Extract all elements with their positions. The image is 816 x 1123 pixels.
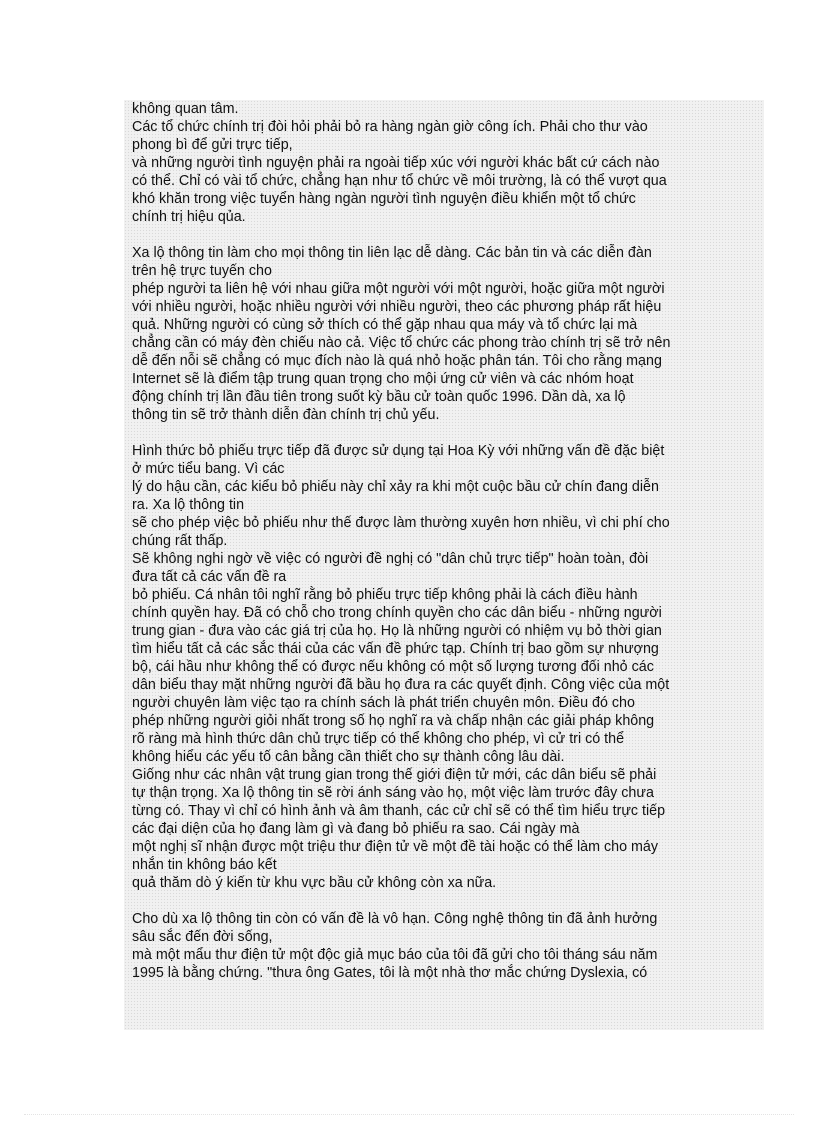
text-line: quả. Những người có cùng sở thích có thể gặp nhau qua máy và tổ chức lại mà (132, 317, 638, 333)
text-line: đưa tất cả các vấn đề ra (132, 569, 287, 585)
text-line: khó khăn trong việc tuyển hàng ngàn người tình nguyện điều khiển một tổ chức (132, 191, 636, 207)
text-line: phép người ta liên hệ với nhau giữa một người với một người, hoặc giữa một người (132, 281, 665, 297)
text-line: dân biểu thay mặt những người đã bầu họ đưa ra các quyết định. Công việc của một (132, 677, 670, 693)
text-line: và những người tình nguyện phải ra ngoài tiếp xúc với người khác bất cứ cách nào (132, 155, 660, 171)
text-line: không quan tâm. (132, 101, 239, 117)
text-line: phép những người giỏi nhất trong số họ nghĩ ra và chấp nhận các giải pháp không (132, 713, 655, 729)
document-body (124, 100, 764, 1030)
text-line: bỏ phiếu. Cá nhân tôi nghĩ rằng bỏ phiếu trực tiếp không phải là cách điều hành (132, 587, 638, 603)
text-line: tự thận trọng. Xa lộ thông tin sẽ rời ánh sáng vào họ, một việc làm trước đây chưa (132, 785, 654, 801)
text-line: nhắn tin không báo kết (132, 857, 277, 873)
text-line: Hình thức bỏ phiếu trực tiếp đã được sử dụng tại Hoa Kỳ với những vấn đề đặc biệt (132, 443, 665, 459)
text-line: thông tin sẽ trở thành diễn đàn chính trị chủ yếu. (132, 407, 440, 423)
text-line (132, 892, 764, 910)
paragraph-break (132, 226, 764, 244)
text-line: Sẽ không nghi ngờ về việc có người đề nghị có "dân chủ trực tiếp" hoàn toàn, đòi (132, 551, 649, 567)
text-line: chẳng cần có máy đèn chiếu nào cả. Việc tổ chức các phong trào chính trị sẽ trở nên (132, 335, 671, 351)
text-line: Các tổ chức chính trị đòi hỏi phải bỏ ra hàng ngàn giờ công ích. Phải cho thư vào (132, 119, 648, 135)
text-line: bộ, cái hầu như không thể có được nếu không có một số lượng tương đối nhỏ các (132, 659, 654, 675)
text-line: chúng rất thấp. (132, 533, 228, 549)
text-line: sẽ cho phép việc bỏ phiếu như thế được làm thường xuyên hơn nhiều, vì chi phí cho (132, 515, 670, 531)
text-line (132, 982, 764, 1000)
text-line: dễ đến nỗi sẽ chẳng có mục đích nào là quá nhỏ hoặc phân tán. Tôi cho rằng mạng (132, 353, 662, 369)
page-bottom-rule (24, 1114, 794, 1115)
text-line: ra. Xa lộ thông tin (132, 497, 245, 513)
text-line: từng có. Thay vì chỉ có hình ảnh và âm thanh, các cử chỉ sẽ có thể tìm hiểu trực tiếp (132, 803, 666, 819)
text-line: phong bì để gửi trực tiếp, (132, 137, 293, 153)
text-line: mà một mẩu thư điện tử một độc giả mục báo của tôi đã gửi cho tôi tháng sáu năm (132, 947, 658, 963)
text-line: động chính trị lần đầu tiên trong suốt kỳ bầu cử toàn quốc 1996. Dần dà, xa lộ (132, 389, 626, 405)
text-line: Xa lộ thông tin làm cho mọi thông tin liên lạc dễ dàng. Các bản tin và các diễn đàn (132, 245, 652, 261)
paragraph-break: Cho dù xa lộ thông tin còn có vấn đề là vô hạn. Công nghệ thông tin đã ảnh hưởng (132, 911, 658, 927)
text-line: sâu sắc đến đời sống, (132, 929, 273, 945)
paragraph-break (132, 424, 764, 442)
text-line: chính trị hiệu qủa. (132, 209, 246, 225)
text-line: Giống như các nhân vật trung gian trong thế giới điện tử mới, các dân biểu sẽ phải (132, 767, 657, 783)
text-line: ở mức tiểu bang. Vì các (132, 461, 285, 477)
text-line: một nghị sĩ nhận được một triệu thư điện tử về một đề tài hoặc có thể làm cho máy (132, 839, 659, 855)
text-line: có thể. Chỉ có vài tổ chức, chẳng hạn như tổ chức về môi trường, là có thể vượt qua (132, 173, 667, 189)
text-line: các đại diện của họ đang làm gì và đang bỏ phiếu ra sao. Cái ngày mà (132, 821, 580, 837)
text-line: quả thăm dò ý kiến từ khu vực bầu cử không còn xa nữa. (132, 875, 497, 891)
text-line: lý do hậu cần, các kiểu bỏ phiếu này chỉ xảy ra khi một cuộc bầu cử chín đang diễn (132, 479, 659, 495)
text-line: không hiểu các yếu tố cân bằng cần thiết cho sự thành công lâu dài. (132, 749, 565, 765)
text-line: trên hệ trực tuyến cho (132, 263, 272, 279)
text-line: trung gian - đưa vào các giá trị của họ. Họ là những người có nhiệm vụ bỏ thời gian (132, 623, 662, 639)
text-line: rõ ràng mà hình thức dân chủ trực tiếp có thể không cho phép, vì cử tri có thể (132, 731, 625, 747)
text-line: chính quyền hay. Đã có chỗ cho trong chính quyền cho các dân biểu - những người (132, 605, 662, 621)
text-line: 1995 là bằng chứng. "thưa ông Gates, tôi là một nhà thơ mắc chứng Dyslexia, có (132, 965, 648, 981)
text-line: tìm hiểu tất cả các sắc thái của các vấn đề phức tạp. Chính trị bao gồm sự nhượng (132, 641, 659, 657)
text-line: với nhiều người, hoặc nhiều người với nhiều người, theo các phương pháp rất hiệu (132, 299, 662, 315)
text-line: người chuyên làm việc tạo ra chính sách là phát triển chuyên môn. Điều đó cho (132, 695, 635, 711)
text-line: Internet sẽ là điểm tập trung quan trọng cho mội ứng cử viên và các nhóm hoạt (132, 371, 634, 387)
